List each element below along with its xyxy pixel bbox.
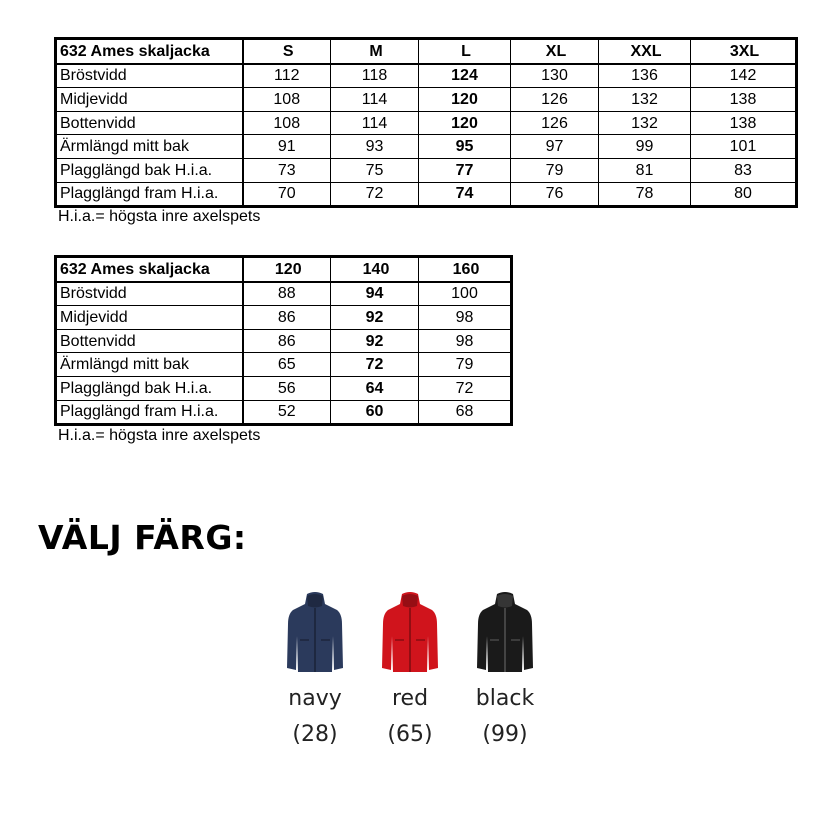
color-name: red	[391, 686, 429, 711]
color-option-black[interactable]	[457, 590, 553, 753]
table-cell: 64	[331, 376, 419, 400]
color-code: (28)	[292, 722, 338, 747]
column-header: S	[243, 39, 331, 64]
table-cell: 86	[243, 306, 331, 330]
choose-color-heading: VÄLJ FÄRG:	[38, 518, 247, 557]
table-cell: 91	[243, 135, 331, 159]
row-label: Bottenvidd	[56, 111, 243, 135]
table-cell: 77	[419, 158, 511, 182]
table-cell: 92	[331, 306, 419, 330]
table-cell: 120	[419, 111, 511, 135]
table-cell: 68	[419, 400, 512, 425]
table-row	[56, 282, 512, 306]
table-footnote: H.i.a.= högsta inre axelspets	[58, 427, 261, 444]
table-row	[56, 182, 797, 207]
table-cell: 130	[511, 64, 599, 88]
table-cell: 65	[243, 353, 331, 377]
table-cell: 120	[419, 88, 511, 112]
table-cell: 92	[331, 329, 419, 353]
table-cell: 126	[511, 111, 599, 135]
table-cell: 138	[691, 111, 797, 135]
table-title: 632 Ames skaljacka	[56, 257, 243, 282]
table-cell: 75	[331, 158, 419, 182]
table-cell: 124	[419, 64, 511, 88]
table-cell: 86	[243, 329, 331, 353]
table-cell: 52	[243, 400, 331, 425]
table-cell: 108	[243, 111, 331, 135]
table-cell: 60	[331, 400, 419, 425]
table-cell: 79	[419, 353, 512, 377]
table-header-row	[56, 257, 512, 282]
table-cell: 138	[691, 88, 797, 112]
table-title: 632 Ames skaljacka	[56, 39, 243, 64]
table-cell: 83	[691, 158, 797, 182]
size-table-kids	[54, 255, 513, 426]
column-header: M	[331, 39, 419, 64]
color-name: navy	[288, 686, 342, 711]
table-cell: 101	[691, 135, 797, 159]
table-cell: 112	[243, 64, 331, 88]
color-code: (99)	[482, 722, 528, 747]
table-cell: 72	[331, 182, 419, 207]
table-cell: 142	[691, 64, 797, 88]
column-header: L	[419, 39, 511, 64]
table-cell: 114	[331, 88, 419, 112]
color-code: (65)	[387, 722, 433, 747]
row-label: Midjevidd	[56, 88, 243, 112]
column-header: XXL	[599, 39, 691, 64]
table-header-row	[56, 39, 797, 64]
row-label: Plagglängd bak H.i.a.	[56, 158, 243, 182]
row-label: Plagglängd fram H.i.a.	[56, 400, 243, 425]
table-cell: 94	[331, 282, 419, 306]
row-label: Midjevidd	[56, 306, 243, 330]
row-label: Ärmlängd mitt bak	[56, 353, 243, 377]
column-header: 120	[243, 257, 331, 282]
table-cell: 81	[599, 158, 691, 182]
table-cell: 74	[419, 182, 511, 207]
column-header: 160	[419, 257, 512, 282]
table-cell: 132	[599, 111, 691, 135]
table-cell: 98	[419, 329, 512, 353]
jacket-icon	[285, 590, 345, 674]
row-label: Ärmlängd mitt bak	[56, 135, 243, 159]
table-cell: 56	[243, 376, 331, 400]
table-cell: 99	[599, 135, 691, 159]
column-header: 140	[331, 257, 419, 282]
table-cell: 98	[419, 306, 512, 330]
table-cell: 132	[599, 88, 691, 112]
column-header: XL	[511, 39, 599, 64]
table-cell: 79	[511, 158, 599, 182]
table-row	[56, 329, 512, 353]
column-header: 3XL	[691, 39, 797, 64]
table-cell: 72	[419, 376, 512, 400]
table-footnote: H.i.a.= högsta inre axelspets	[58, 208, 261, 225]
table-cell: 100	[419, 282, 512, 306]
table-cell: 136	[599, 64, 691, 88]
table-cell: 97	[511, 135, 599, 159]
table-cell: 76	[511, 182, 599, 207]
row-label: Bröstvidd	[56, 64, 243, 88]
table-row	[56, 400, 512, 425]
table-cell: 118	[331, 64, 419, 88]
table-cell: 70	[243, 182, 331, 207]
color-option-red[interactable]	[362, 590, 458, 753]
table-cell: 88	[243, 282, 331, 306]
table-cell: 93	[331, 135, 419, 159]
color-name: black	[475, 686, 535, 711]
color-option-navy[interactable]	[267, 590, 363, 753]
jacket-icon	[475, 590, 535, 674]
table-row	[56, 376, 512, 400]
table-cell: 114	[331, 111, 419, 135]
table-row	[56, 353, 512, 377]
size-table-adult	[54, 37, 798, 208]
table-cell: 126	[511, 88, 599, 112]
table-row	[56, 111, 797, 135]
table-cell: 80	[691, 182, 797, 207]
table-cell: 73	[243, 158, 331, 182]
row-label: Plagglängd fram H.i.a.	[56, 182, 243, 207]
table-cell: 78	[599, 182, 691, 207]
table-row	[56, 88, 797, 112]
row-label: Bröstvidd	[56, 282, 243, 306]
table-cell: 72	[331, 353, 419, 377]
table-cell: 108	[243, 88, 331, 112]
table-row	[56, 135, 797, 159]
row-label: Plagglängd bak H.i.a.	[56, 376, 243, 400]
table-row	[56, 64, 797, 88]
table-row	[56, 158, 797, 182]
jacket-icon	[380, 590, 440, 674]
row-label: Bottenvidd	[56, 329, 243, 353]
table-cell: 95	[419, 135, 511, 159]
table-row	[56, 306, 512, 330]
